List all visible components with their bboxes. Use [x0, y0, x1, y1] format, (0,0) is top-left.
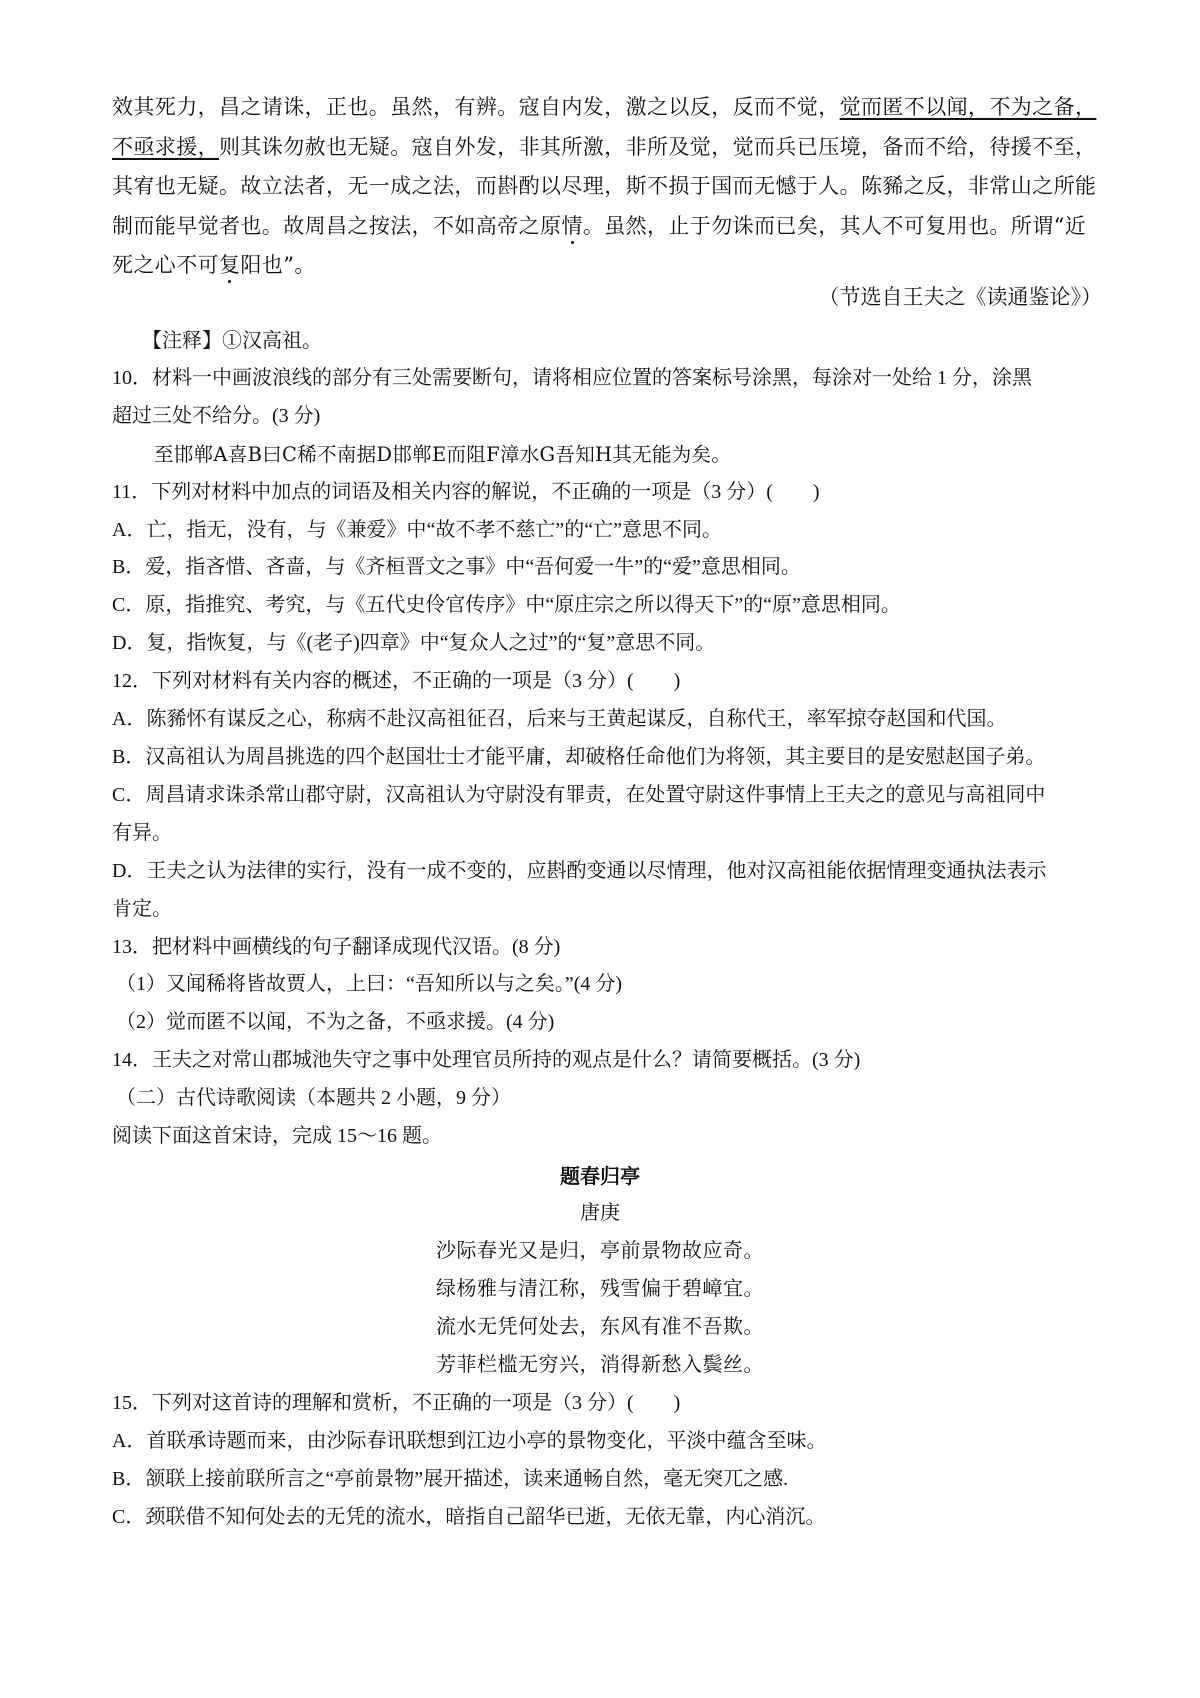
- question-11-option-d: D．复，指恢复，与《(老子)四章》中“复众人之过”的“复”意思不同。: [112, 632, 716, 655]
- question-11-option-c: C．原，指推究、考究，与《五代史伶官传序》中“原庄宗之所以得天下”的“原”意思相同。: [112, 594, 901, 617]
- section-intro: 阅读下面这首宋诗，完成 15～16 题。: [112, 1125, 442, 1148]
- question-13-stem: 13．把材料中画横线的句子翻译成现代汉语。(8 分): [112, 935, 561, 958]
- poem-line: 绿杨雅与清江称，残雪偏于碧嶂宜。: [436, 1276, 764, 1300]
- question-12-option-b: B．汉高祖认为周昌挑选的四个赵国壮士才能平庸，却破格任命他们为将领，其主要目的是安慰赵国子弟。: [112, 745, 1046, 768]
- question-12-option-a: A．陈豨怀有谋反之心，称病不赴汉高祖征召，后来与王黄起谋反，自称代王，率军掠夺赵国和代国。: [112, 708, 1007, 731]
- question-12-option-d-cont: 肯定。: [112, 897, 172, 920]
- question-15-block: [112, 1384, 1102, 1536]
- question-12-option-c: C．周昌请求诛杀常山郡守尉，汉高祖认为守尉没有罪责，在处置守尉这件事情上王夫之的意见与高祖同中: [112, 783, 1046, 806]
- classical-passage: [112, 88, 1102, 286]
- question-14-stem: 14．王夫之对常山郡城池失守之事中处理官员所持的观点是什么？请简要概括。(3 分): [112, 1049, 861, 1072]
- question-15-option-b: B．颔联上接前联所言之“亭前景物”展开描述，读来通畅自然，毫无突兀之感.: [112, 1468, 789, 1490]
- question-12-option-c-cont: 有异。: [112, 821, 172, 844]
- question-15-option-c: C．颈联借不知何处去的无凭的流水，暗指自己韶华已逝，无依无靠，内心消沉。: [112, 1506, 826, 1528]
- underlined-sentence: 不亟求援，: [112, 134, 219, 159]
- passage-source: （节选自王夫之《读通鉴论》）: [818, 285, 1102, 309]
- dotted-word: 情: [561, 213, 583, 238]
- question-12-stem: 12．下列对材料有关内容的概述，不正确的一项是（3 分）( ): [112, 670, 681, 693]
- poem-title: 题春归亭: [560, 1164, 640, 1188]
- passage-line: 效其死力，昌之请诛，正也。虽然，有辨。寇自内发，激之以反，反而不觉，觉而匿不以闻，不为之备，: [112, 95, 1097, 119]
- poem-line: 沙际春光又是归，亭前景物故应奇。: [436, 1238, 764, 1262]
- poem-body: [0, 1231, 1200, 1383]
- underlined-sentence: 觉而匿不以闻，不为之备，: [839, 95, 1097, 119]
- passage-line: 不亟求援，则其诛勿赦也无疑。寇自外发，非其所激，非所及觉，觉而兵已压境，备而不给，待援不至，: [112, 134, 1097, 159]
- question-15-option-a: A．首联承诗题而来，由沙际春讯联想到江边小亭的景物变化，平淡中蕴含至味。: [112, 1430, 827, 1452]
- question-10-stem: 10．材料一中画波浪线的部分有三处需要断句，请将相应位置的答案标号涂黑，每涂对一处给 1 分，涂黑: [112, 366, 1032, 389]
- question-10-options: 至邯郸A喜B曰C稀不南据D邯郸E而阻F漳水G吾知H其无能为矣。: [154, 442, 732, 466]
- question-10-stem-cont: 超过三处不给分。(3 分): [112, 404, 321, 427]
- passage-line: 死之心不可复阳也”。: [112, 253, 316, 277]
- question-11-option-b: B．爱，指吝惜、吝啬，与《齐桓晋文之事》中“吾何爱一牛”的“爱”意思相同。: [112, 556, 801, 579]
- question-15-stem: 15．下列对这首诗的理解和赏析，不正确的一项是（3 分）( ): [112, 1392, 681, 1414]
- dotted-word: 复: [219, 253, 241, 277]
- question-11-stem: 11．下列对材料中加点的词语及相关内容的解说，不正确的一项是（3 分）( ): [112, 480, 820, 503]
- question-11-option-a: A．亡，指无，没有，与《兼爱》中“故不孝不慈亡”的“亡”意思不同。: [112, 518, 722, 541]
- question-13-sentence-2: （2）觉而匿不以闻，不为之备，不亟求援。(4 分): [116, 1011, 555, 1034]
- poem-author: 唐庚: [580, 1200, 620, 1224]
- questions-block: [112, 322, 1102, 1156]
- question-12-option-d: D．王夫之认为法律的实行，没有一成不变的，应斟酌变通以尽情理，他对汉高祖能依据情理变通执法表示: [112, 859, 1047, 882]
- poem-line: 芳菲栏槛无穷兴，消得新愁入鬓丝。: [436, 1352, 764, 1376]
- question-13-sentence-1: （1）又闻稀将皆故贾人，上曰：“吾知所以与之矣。”(4 分): [116, 973, 623, 996]
- passage-line: 其宥也无疑。故立法者，无一成之法，而斟酌以尽理，斯不损于国而无憾于人。陈豨之反，非常山之所能: [112, 174, 1097, 198]
- section-heading: （二）古代诗歌阅读（本题共 2 小题，9 分）: [116, 1087, 511, 1110]
- poem-line: 流水无凭何处去，东风有准不吾欺。: [436, 1314, 764, 1338]
- annotation-note: 【注释】①汉高祖。: [142, 328, 322, 352]
- passage-line: 制而能早觉者也。故周昌之按法，不如高帝之原情。虽然，止于勿诛而已矣，其人不可复用也。所谓“近: [112, 213, 1087, 238]
